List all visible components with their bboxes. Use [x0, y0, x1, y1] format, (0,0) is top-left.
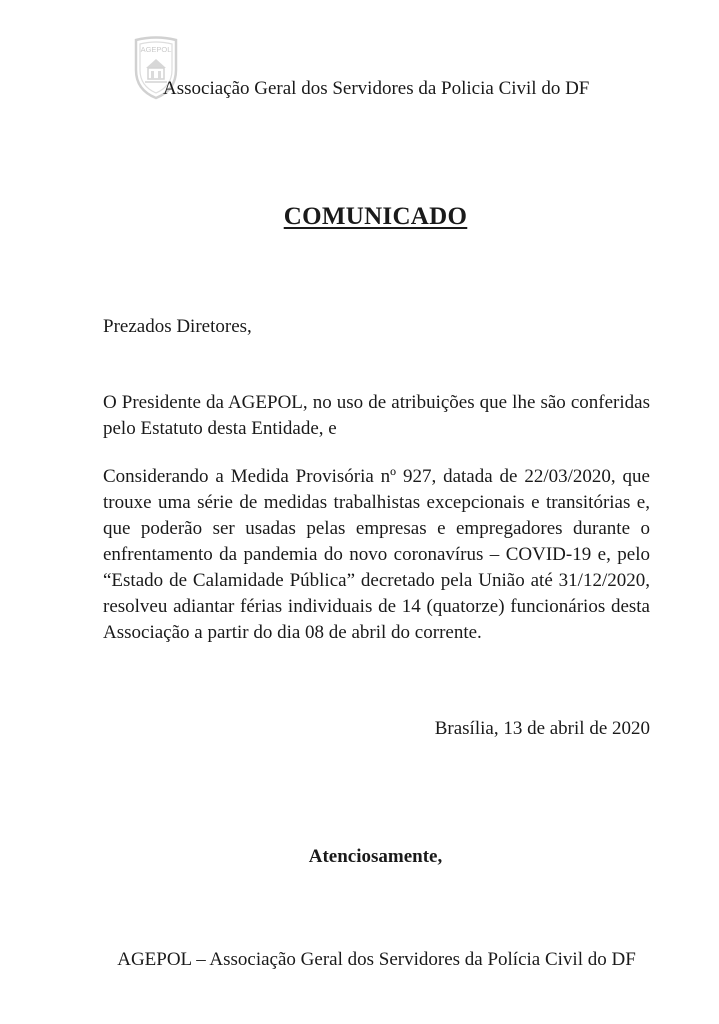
- closing: Atenciosamente,: [308, 846, 443, 867]
- paragraph-body: Considerando a Medida Provisória nº 927, datada de 22/03/2020, que trouxe uma série de medidas trabalhistas excepcionais e transitórias e, que poderão ser usadas pelas empresas e empregadores durante o enfrentamento da pandemia do novo coronavírus – COVID-19 e, pelo “Estado de Calamidade Pública” decretado pela União até 31/12/2020, resolveu adiantar férias individuais de 14 (quatorze) funcionários desta Associação a partir do dia 08 de abril do corrente.: [103, 466, 650, 643]
- paragraph-intro: O Presidente da AGEPOL, no uso de atribuições que lhe são conferidas pelo Estatuto desta Entidade, e: [103, 392, 650, 439]
- footer-organization: AGEPOL – Associação Geral dos Servidores da Polícia Civil do DF: [117, 949, 636, 970]
- logo-text: AGEPOL: [140, 45, 172, 54]
- date-line: Brasília, 13 de abril de 2020: [434, 718, 650, 739]
- salutation: Prezados Diretores,: [103, 316, 252, 337]
- header-organization: Associação Geral dos Servidores da Policia Civil do DF: [163, 78, 590, 99]
- document-title: COMUNICADO: [283, 203, 468, 230]
